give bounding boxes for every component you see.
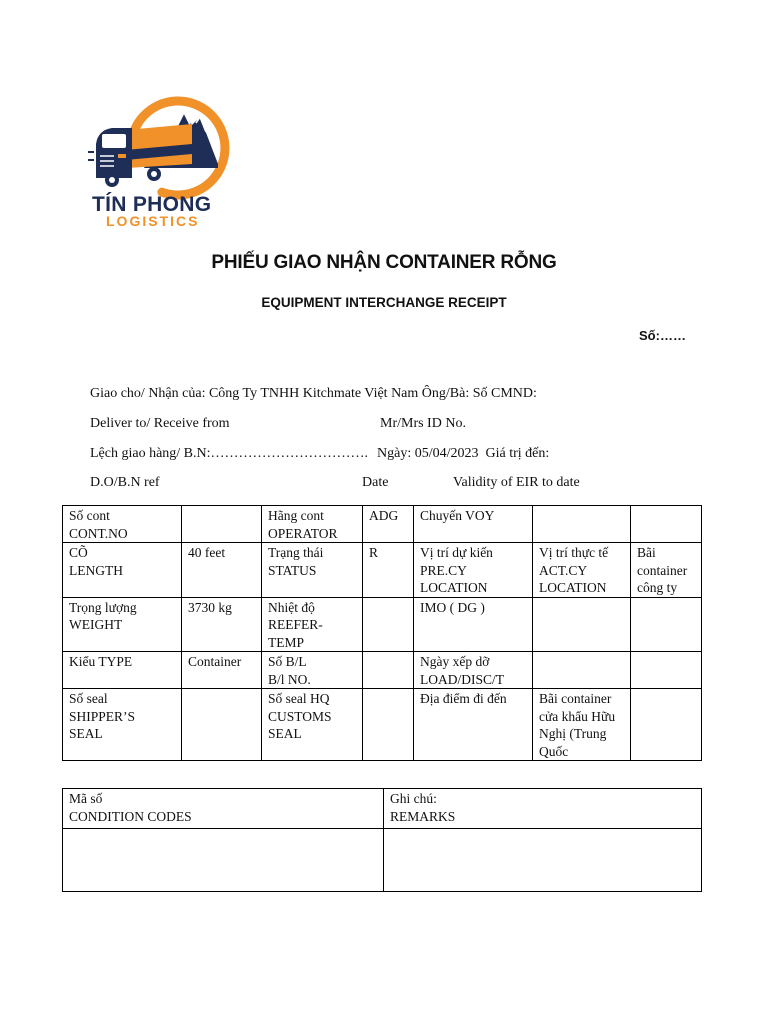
condition-remarks-table [62,788,702,892]
table-cell: Số B/L B/l NO. [262,652,363,689]
table-cell: Bãi container công ty [631,543,702,598]
table-cell: Chuyến VOY [414,506,533,543]
table-row [63,789,702,829]
container-details-table [62,505,702,761]
table-row [63,506,702,543]
table-cell: Số seal SHIPPER’S SEAL [63,689,182,761]
condition-codes-header: Mã số CONDITION CODES [63,789,384,829]
table-cell [182,506,262,543]
remarks-value [384,829,702,892]
date-line-vn: Ngày: 05/04/2023 Giá trị đến: [377,446,550,461]
table-cell [631,597,702,652]
id-label-en: Mr/Mrs ID No. [380,416,466,431]
table-cell: Hãng cont OPERATOR [262,506,363,543]
page-title: PHIẾU GIAO NHẬN CONTAINER RỖNG [211,252,557,273]
table-cell: Vị trí dự kiến PRE.CY LOCATION [414,543,533,598]
page-subtitle: EQUIPMENT INTERCHANGE RECEIPT [261,295,507,310]
table-cell: Bãi container cửa khẩu Hữu Nghị (Trung Quốc [533,689,631,761]
table-cell: Địa điểm đi đến [414,689,533,761]
table-cell: Vị trí thực tế ACT.CY LOCATION [533,543,631,598]
table-row [63,689,702,761]
table-cell [631,652,702,689]
table-cell [631,689,702,761]
logo-name: TÍN PHONG [92,193,212,216]
deliver-line-en: Deliver to/ Receive from [90,416,230,431]
condition-codes-value [63,829,384,892]
deliver-line-vn: Giao cho/ Nhận của: Công Ty TNHH Kitchmate Việt Nam Ông/Bà: Số CMND: [90,386,537,401]
table-cell: IMO ( DG ) [414,597,533,652]
date-label-en: Date [362,475,389,490]
table-cell: 3730 kg [182,597,262,652]
table-cell [363,689,414,761]
table-cell: Trạng thái STATUS [262,543,363,598]
table-cell: Trọng lượng WEIGHT [63,597,182,652]
table-row [63,543,702,598]
company-logo [88,92,238,202]
table-row [63,829,702,892]
receipt-number: Số:…… [639,328,686,343]
table-row [63,652,702,689]
table-cell: Số cont CONT.NO [63,506,182,543]
table-cell [363,652,414,689]
table-cell: Ngày xếp dỡ LOAD/DISC/T [414,652,533,689]
table-cell: Nhiệt độ REEFER- TEMP [262,597,363,652]
table-cell [533,506,631,543]
table-cell: R [363,543,414,598]
table-cell: 40 feet [182,543,262,598]
table-cell: CÕ LENGTH [63,543,182,598]
table-row [63,597,702,652]
validity-label-en: Validity of EIR to date [453,475,580,490]
table-cell: Số seal HQ CUSTOMS SEAL [262,689,363,761]
table-cell: ADG [363,506,414,543]
table-cell [533,597,631,652]
order-ref-en: D.O/B.N ref [90,475,160,490]
table-cell [533,652,631,689]
table-cell: Container [182,652,262,689]
logo-tagline: LOGISTICS [106,213,200,229]
table-cell [363,597,414,652]
remarks-header: Ghi chú: REMARKS [384,789,702,829]
truck-icon [88,124,192,187]
order-line-vn: Lệch giao hàng/ B.N:……………………………. [90,446,369,461]
table-cell: Kiểu TYPE [63,652,182,689]
table-cell [631,506,702,543]
table-cell [182,689,262,761]
